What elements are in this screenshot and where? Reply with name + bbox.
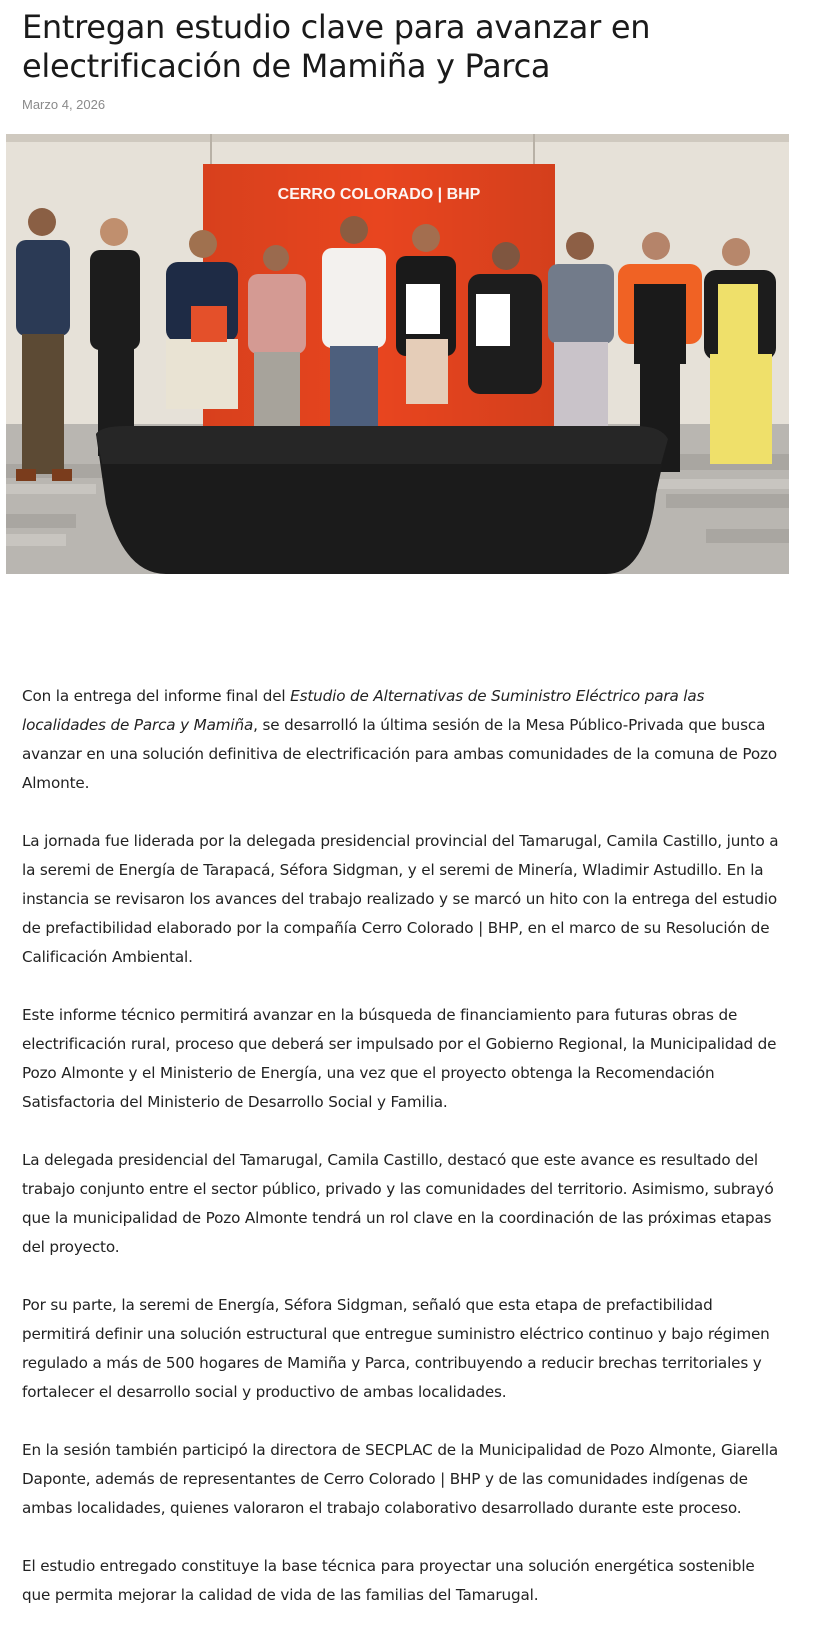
paragraph-5: Por su parte, la seremi de Energía, Séfora Sidgman, señaló que esta etapa de prefactibilidad permitirá definir una solución estructural que entregue suministro eléctrico continuo y bajo régimen regulado a más de 500 hogares de Mamiña y Parca, contribuyendo a reducir brechas territoriales y fortalecer el desarrollo social y productivo de ambas localidades. [22,1296,770,1401]
backdrop-text: CERRO COLORADO | BHP [277,186,481,203]
study-title: Estudio de Alternativas de Suministro Eléctrico para las localidades de Parca y Mamiña [22,687,705,734]
article-date: Marzo 4, 2026 [22,97,106,112]
paragraph-7: El estudio entregado constituye la base técnica para proyectar una solución energética sostenible que permita mejorar la calidad de vida de las familias del Tamarugal. [22,1557,755,1604]
article-title: Entregan estudio clave para avanzar en electrificación de Mamiña y Parca [22,8,651,85]
paragraph-1: Con la entrega del informe final del Estudio de Alternativas de Suministro Eléctrico para las localidades de Parca y Mamiña, se desarrolló la última sesión de la Mesa Público-Privada que busca avanzar en una solución definitiva de electrificación para ambas comunidades de la comuna de Pozo Almonte. [22,687,777,792]
paragraph-4: La delegada presidencial del Tamarugal, Camila Castillo, destacó que este avance es resultado del trabajo conjunto entre el sector público, privado y las comunidades del territorio. Asimismo, subrayó que la municipalidad de Pozo Almonte tendrá un rol clave en la coordinación de las próximas etapas del proyecto. [22,1151,774,1256]
paragraph-2: La jornada fue liderada por la delegada presidencial provincial del Tamarugal, Camila Castillo, junto a la seremi de Energía de Tarapacá, Séfora Sidgman, y el seremi de Minería, Wladimir Astudillo. En la instancia se revisaron los avances del trabajo realizado y se marcó un hito con la entrega del estudio de prefactibilidad elaborado por la compañía Cerro Colorado | BHP, en el marco de su Resolución de Calificación Ambiental. [22,832,779,966]
article-photo [6,134,789,574]
article-body [22,682,782,1639]
paragraph-6: En la sesión también participó la directora de SECPLAC de la Municipalidad de Pozo Almonte, Giarella Daponte, además de representantes de Cerro Colorado | BHP y de las comunidades indígenas de ambas localidades, quienes valoraron el trabajo colaborativo desarrollado durante este proceso. [22,1441,779,1517]
paragraph-3: Este informe técnico permitirá avanzar en la búsqueda de financiamiento para futuras obras de electrificación rural, proceso que deberá ser impulsado por el Gobierno Regional, la Municipalidad de Pozo Almonte y el Ministerio de Energía, una vez que el proyecto obtenga la Recomendación Satisfactoria del Ministerio de Desarrollo Social y Familia. [22,1006,777,1111]
